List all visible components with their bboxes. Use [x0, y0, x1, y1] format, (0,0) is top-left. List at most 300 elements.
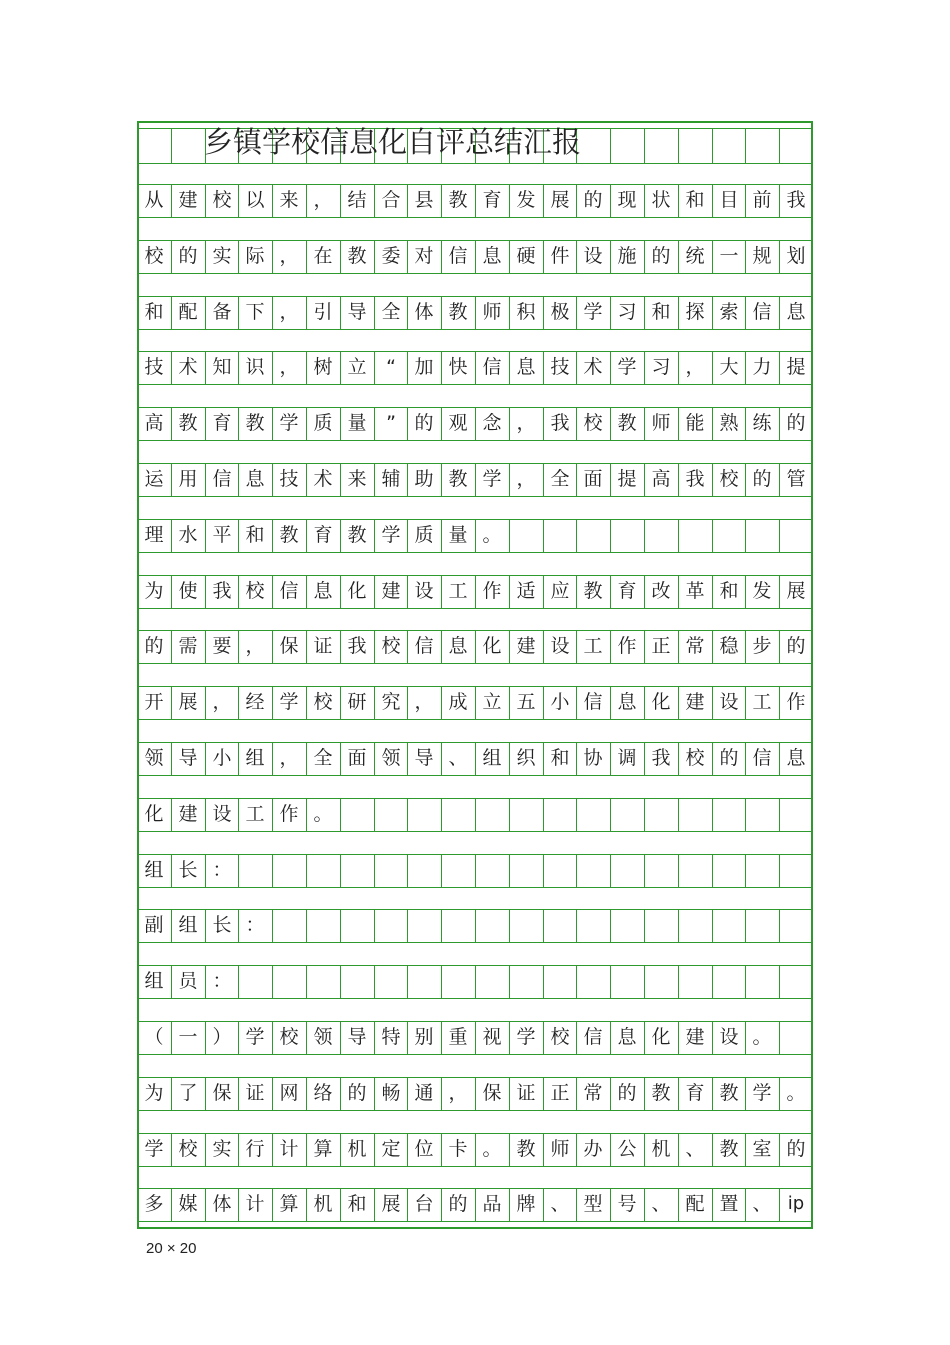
grid-character: 定: [381, 1138, 401, 1160]
grid-character: 育: [685, 1082, 705, 1104]
grid-character: 副: [144, 914, 164, 936]
grid-character: 展: [786, 580, 806, 602]
grid-character: 机: [313, 1193, 333, 1215]
grid-character: 际: [245, 245, 265, 267]
grid-character: 步: [752, 635, 772, 657]
grid-cell-divider: [576, 798, 577, 831]
grid-cell-divider: [745, 128, 746, 163]
grid-character: 体: [212, 1193, 232, 1215]
grid-character: 导: [347, 301, 367, 323]
grid-cell-divider: [712, 128, 713, 163]
grid-band-bottom: [137, 163, 813, 164]
grid-character: 化: [144, 803, 164, 825]
grid-character: ：: [245, 914, 265, 936]
grid-band-bottom: [137, 329, 813, 330]
grid-character: 的: [178, 245, 198, 267]
grid-cell-divider: [475, 965, 476, 998]
grid-character: 工: [583, 635, 603, 657]
grid-character: 学: [617, 356, 637, 378]
grid-band-bottom: [137, 663, 813, 664]
grid-band-bottom: [137, 552, 813, 553]
grid-character: 和: [347, 1193, 367, 1215]
grid-character: 探: [685, 301, 705, 323]
grid-cell-divider: [610, 798, 611, 831]
grid-cell-divider: [745, 854, 746, 887]
grid-character: 化: [651, 1026, 671, 1048]
grid-character: 学: [279, 691, 299, 713]
grid-character: 展: [381, 1193, 401, 1215]
grid-character: 为: [144, 1082, 164, 1104]
grid-character: 质: [313, 412, 333, 434]
grid-character: 质: [414, 524, 434, 546]
grid-character: 的: [347, 1082, 367, 1104]
grid-character: 备: [212, 301, 232, 323]
grid-character: 信: [279, 580, 299, 602]
grid-character: 校: [381, 635, 401, 657]
grid-character: 展: [178, 691, 198, 713]
grid-character: 索: [719, 301, 739, 323]
grid-character: 学: [516, 1026, 536, 1048]
grid-character: 目: [719, 189, 739, 211]
grid-character: 协: [583, 747, 603, 769]
grid-character: 常: [583, 1082, 603, 1104]
grid-character: 组: [144, 970, 164, 992]
grid-cell-divider: [272, 965, 273, 998]
grid-character: 技: [550, 356, 570, 378]
grid-band-bottom: [137, 273, 813, 274]
grid-cell-divider: [441, 854, 442, 887]
grid-character: 作: [279, 803, 299, 825]
grid-character: 计: [279, 1138, 299, 1160]
grid-band-bottom: [137, 217, 813, 218]
grid-character: 使: [178, 580, 198, 602]
grid-character: 、: [651, 1193, 671, 1215]
grid-band-bottom: [137, 775, 813, 776]
grid-character: 、: [448, 747, 468, 769]
grid-cell-divider: [678, 854, 679, 887]
grid-character: ，: [212, 691, 232, 713]
grid-cell-divider: [610, 128, 611, 163]
grid-character: 学: [279, 412, 299, 434]
grid-character: 息: [482, 245, 502, 267]
grid-character: 校: [144, 245, 164, 267]
grid-character: 领: [313, 1026, 333, 1048]
grid-band-bottom: [137, 831, 813, 832]
grid-character: 息: [617, 1026, 637, 1048]
grid-character: 公: [617, 1138, 637, 1160]
grid-character: 状: [651, 189, 671, 211]
grid-character: 别: [414, 1026, 434, 1048]
grid-character: ，: [414, 691, 434, 713]
grid-character: 习: [617, 301, 637, 323]
grid-character: 实: [212, 1138, 232, 1160]
grid-character: 算: [279, 1193, 299, 1215]
grid-character: 信: [448, 245, 468, 267]
grid-band-bottom: [137, 440, 813, 441]
grid-character: 计: [245, 1193, 265, 1215]
grid-character: 量: [448, 524, 468, 546]
grid-character: ，: [279, 245, 299, 267]
grid-character: 建: [381, 580, 401, 602]
grid-size-label: 20 × 20: [146, 1240, 197, 1257]
grid-cell-divider: [644, 519, 645, 552]
grid-character: 设: [719, 691, 739, 713]
grid-character: ，: [448, 1082, 468, 1104]
grid-character: 位: [414, 1138, 434, 1160]
grid-character: 建: [178, 803, 198, 825]
grid-character: ，: [313, 189, 333, 211]
grid-cell-divider: [340, 798, 341, 831]
grid-character: 县: [414, 189, 434, 211]
grid-character: 改: [651, 580, 671, 602]
grid-cell-divider: [745, 519, 746, 552]
grid-character: 委: [381, 245, 401, 267]
grid-character: 息: [448, 635, 468, 657]
grid-character: 从: [144, 189, 164, 211]
grid-cell-divider: [678, 519, 679, 552]
grid-character: ，: [685, 356, 705, 378]
grid-cell-divider: [543, 854, 544, 887]
grid-character: 建: [178, 189, 198, 211]
grid-character: 学: [482, 468, 502, 490]
grid-character: 息: [245, 468, 265, 490]
grid-cell-divider: [543, 519, 544, 552]
grid-character: 的: [583, 189, 603, 211]
grid-character: 。: [786, 1082, 806, 1104]
grid-character: 下: [245, 301, 265, 323]
grid-character: 设: [550, 635, 570, 657]
grid-character: 力: [752, 356, 772, 378]
grid-cell-divider: [678, 128, 679, 163]
grid-character: 长: [178, 859, 198, 881]
grid-character: 化: [482, 635, 502, 657]
grid-band-bottom: [137, 1110, 813, 1111]
grid-character: 树: [313, 356, 333, 378]
grid-character: 媒: [178, 1193, 198, 1215]
grid-cell-divider: [576, 854, 577, 887]
grid-character: 发: [516, 189, 536, 211]
grid-character: 以: [245, 189, 265, 211]
grid-character: 行: [245, 1138, 265, 1160]
grid-character: 、: [752, 1193, 772, 1215]
grid-cell-divider: [407, 965, 408, 998]
grid-character: 息: [617, 691, 637, 713]
grid-character: 育: [212, 412, 232, 434]
grid-character: 革: [685, 580, 705, 602]
document-title: 乡镇学校信息化自评总结汇报: [204, 125, 582, 159]
grid-cell-divider: [576, 909, 577, 942]
grid-character: 领: [381, 747, 401, 769]
grid-character: 。: [482, 524, 502, 546]
grid-cell-divider: [644, 798, 645, 831]
grid-character: 积: [516, 301, 536, 323]
grid-cell-divider: [374, 965, 375, 998]
grid-cell-divider: [509, 798, 510, 831]
grid-character: 证: [516, 1082, 536, 1104]
grid-character: 立: [482, 691, 502, 713]
grid-character: 管: [786, 468, 806, 490]
grid-cell-divider: [610, 965, 611, 998]
grid-cell-divider: [407, 798, 408, 831]
grid-character: 证: [245, 1082, 265, 1104]
grid-character: 提: [786, 356, 806, 378]
grid-character: 信: [583, 1026, 603, 1048]
grid-band-bottom: [137, 1054, 813, 1055]
grid-character: 机: [347, 1138, 367, 1160]
grid-character: 熟: [719, 412, 739, 434]
grid-cell-divider: [610, 909, 611, 942]
grid-character: 教: [516, 1138, 536, 1160]
grid-character: 信: [414, 635, 434, 657]
grid-cell-divider: [610, 854, 611, 887]
grid-character: 现: [617, 189, 637, 211]
grid-character: 全: [550, 468, 570, 490]
grid-character: 信: [752, 301, 772, 323]
grid-character: 校: [550, 1026, 570, 1048]
grid-character: ：: [212, 859, 232, 881]
grid-character: 师: [482, 301, 502, 323]
grid-band-bottom: [137, 496, 813, 497]
grid-character: 教: [719, 1082, 739, 1104]
grid-cell-divider: [509, 909, 510, 942]
grid-cell-divider: [407, 909, 408, 942]
grid-character: 室: [752, 1138, 772, 1160]
grid-border-right: [811, 121, 813, 1229]
grid-character: 小: [550, 691, 570, 713]
grid-character: 和: [685, 189, 705, 211]
grid-character: 面: [583, 468, 603, 490]
grid-character: 校: [719, 468, 739, 490]
grid-character: 。: [313, 803, 333, 825]
grid-character: 机: [651, 1138, 671, 1160]
grid-cell-divider: [779, 909, 780, 942]
grid-character: 能: [685, 412, 705, 434]
grid-character: ：: [212, 970, 232, 992]
grid-cell-divider: [441, 798, 442, 831]
grid-character: 知: [212, 356, 232, 378]
grid-band-bottom: [137, 608, 813, 609]
grid-character: 和: [144, 301, 164, 323]
grid-character: 信: [212, 468, 232, 490]
grid-character: 信: [482, 356, 502, 378]
grid-cell-divider: [441, 909, 442, 942]
grid-cell-divider: [306, 854, 307, 887]
grid-character: 学: [752, 1082, 772, 1104]
grid-character: 配: [178, 301, 198, 323]
grid-character: 我: [550, 412, 570, 434]
grid-cell-divider: [576, 519, 577, 552]
grid-character: 在: [313, 245, 333, 267]
grid-character: 特: [381, 1026, 401, 1048]
grid-character: 多: [144, 1193, 164, 1215]
grid-character: 置: [719, 1193, 739, 1215]
grid-character: 适: [516, 580, 536, 602]
grid-character: 体: [414, 301, 434, 323]
grid-character: 设: [719, 1026, 739, 1048]
grid-character: 教: [651, 1082, 671, 1104]
grid-cell-divider: [475, 798, 476, 831]
grid-character: 员: [178, 970, 198, 992]
grid-character: 展: [550, 189, 570, 211]
grid-cell-divider: [712, 854, 713, 887]
grid-character: 平: [212, 524, 232, 546]
grid-character: 我: [786, 189, 806, 211]
grid-character: 、: [550, 1193, 570, 1215]
grid-cell-divider: [712, 798, 713, 831]
grid-character: 工: [448, 580, 468, 602]
grid-character: 量: [347, 412, 367, 434]
grid-character: 规: [752, 245, 772, 267]
grid-cell-divider: [509, 519, 510, 552]
grid-character: 念: [482, 412, 502, 434]
grid-character: 加: [414, 356, 434, 378]
grid-character: 化: [651, 691, 671, 713]
grid-character: 教: [719, 1138, 739, 1160]
grid-character: ip: [787, 1193, 805, 1214]
grid-character: 组: [245, 747, 265, 769]
grid-character: 术: [583, 356, 603, 378]
grid-cell-divider: [779, 128, 780, 163]
grid-character: 辅: [381, 468, 401, 490]
grid-character: 教: [178, 412, 198, 434]
grid-character: 教: [245, 412, 265, 434]
grid-character: 设: [212, 803, 232, 825]
grid-character: 师: [651, 412, 671, 434]
grid-character: ，: [279, 747, 299, 769]
grid-character: 对: [414, 245, 434, 267]
grid-character: 师: [550, 1138, 570, 1160]
grid-character: 立: [347, 356, 367, 378]
grid-character: 保: [279, 635, 299, 657]
grid-character: 技: [279, 468, 299, 490]
grid-character: 习: [651, 356, 671, 378]
grid-character: 配: [685, 1193, 705, 1215]
grid-character: 导: [414, 747, 434, 769]
grid-character: 组: [482, 747, 502, 769]
grid-character: 卡: [448, 1138, 468, 1160]
grid-character: 学: [144, 1138, 164, 1160]
grid-cell-divider: [171, 128, 172, 163]
grid-character: ，: [279, 356, 299, 378]
grid-character: 办: [583, 1138, 603, 1160]
grid-character: 校: [685, 747, 705, 769]
grid-character: 校: [583, 412, 603, 434]
grid-cell-divider: [678, 965, 679, 998]
grid-character: 和: [550, 747, 570, 769]
grid-border-bottom: [137, 1227, 813, 1229]
grid-character: 我: [212, 580, 232, 602]
grid-cell-divider: [745, 965, 746, 998]
grid-character: 教: [347, 245, 367, 267]
grid-character: 小: [212, 747, 232, 769]
grid-character: 开: [144, 691, 164, 713]
grid-cell-divider: [745, 909, 746, 942]
grid-character: 建: [516, 635, 536, 657]
grid-character: 实: [212, 245, 232, 267]
grid-cell-divider: [543, 798, 544, 831]
grid-character: 长: [212, 914, 232, 936]
grid-character: 教: [448, 468, 468, 490]
grid-character: 面: [347, 747, 367, 769]
grid-character: 号: [617, 1193, 637, 1215]
grid-character: 保: [212, 1082, 232, 1104]
grid-character: 的: [752, 468, 772, 490]
grid-character: 信: [752, 747, 772, 769]
grid-character: 要: [212, 635, 232, 657]
grid-band-bottom: [137, 942, 813, 943]
grid-character: 息: [313, 580, 333, 602]
grid-character: 五: [516, 691, 536, 713]
grid-character: 建: [685, 691, 705, 713]
grid-character: 一: [178, 1026, 198, 1048]
grid-character: 学: [381, 524, 401, 546]
grid-character: 全: [381, 301, 401, 323]
grid-cell-divider: [678, 798, 679, 831]
grid-character: ，: [516, 412, 536, 434]
grid-character: 快: [448, 356, 468, 378]
grid-character: 识: [245, 356, 265, 378]
grid-character: 教: [448, 301, 468, 323]
grid-cell-divider: [475, 854, 476, 887]
grid-character: 高: [651, 468, 671, 490]
grid-character: 合: [381, 189, 401, 211]
grid-character: 保: [482, 1082, 502, 1104]
grid-cell-divider: [779, 854, 780, 887]
grid-character: 施: [617, 245, 637, 267]
grid-cell-divider: [779, 798, 780, 831]
grid-character: 需: [178, 635, 198, 657]
grid-character: 重: [448, 1026, 468, 1048]
grid-character: 的: [786, 412, 806, 434]
grid-character: 助: [414, 468, 434, 490]
grid-cell-divider: [407, 854, 408, 887]
grid-character: 组: [144, 859, 164, 881]
grid-character: 术: [178, 356, 198, 378]
grid-band-bottom: [137, 887, 813, 888]
grid-character: 发: [752, 580, 772, 602]
grid-character: 成: [448, 691, 468, 713]
grid-character: 统: [685, 245, 705, 267]
grid-cell-divider: [712, 519, 713, 552]
grid-character: 为: [144, 580, 164, 602]
grid-cell-divider: [441, 965, 442, 998]
grid-character: 结: [347, 189, 367, 211]
grid-cell-divider: [678, 909, 679, 942]
grid-cell-divider: [644, 854, 645, 887]
grid-cell-divider: [272, 854, 273, 887]
grid-character: 证: [313, 635, 333, 657]
grid-character: 化: [347, 580, 367, 602]
grid-character: 和: [651, 301, 671, 323]
grid-character: （: [144, 1026, 164, 1048]
grid-character: ）: [212, 1026, 232, 1048]
grid-character: 提: [617, 468, 637, 490]
grid-character: 用: [178, 468, 198, 490]
grid-character: 练: [752, 412, 772, 434]
grid-character: 作: [482, 580, 502, 602]
grid-character: 组: [178, 914, 198, 936]
grid-character: 通: [414, 1082, 434, 1104]
grid-character: 常: [685, 635, 705, 657]
grid-character: 引: [313, 301, 333, 323]
grid-character: 教: [583, 580, 603, 602]
grid-character: 的: [617, 1082, 637, 1104]
grid-band-bottom: [137, 1221, 813, 1222]
grid-character: 息: [786, 747, 806, 769]
grid-character: 教: [448, 189, 468, 211]
grid-cell-divider: [779, 519, 780, 552]
grid-character: 来: [279, 189, 299, 211]
